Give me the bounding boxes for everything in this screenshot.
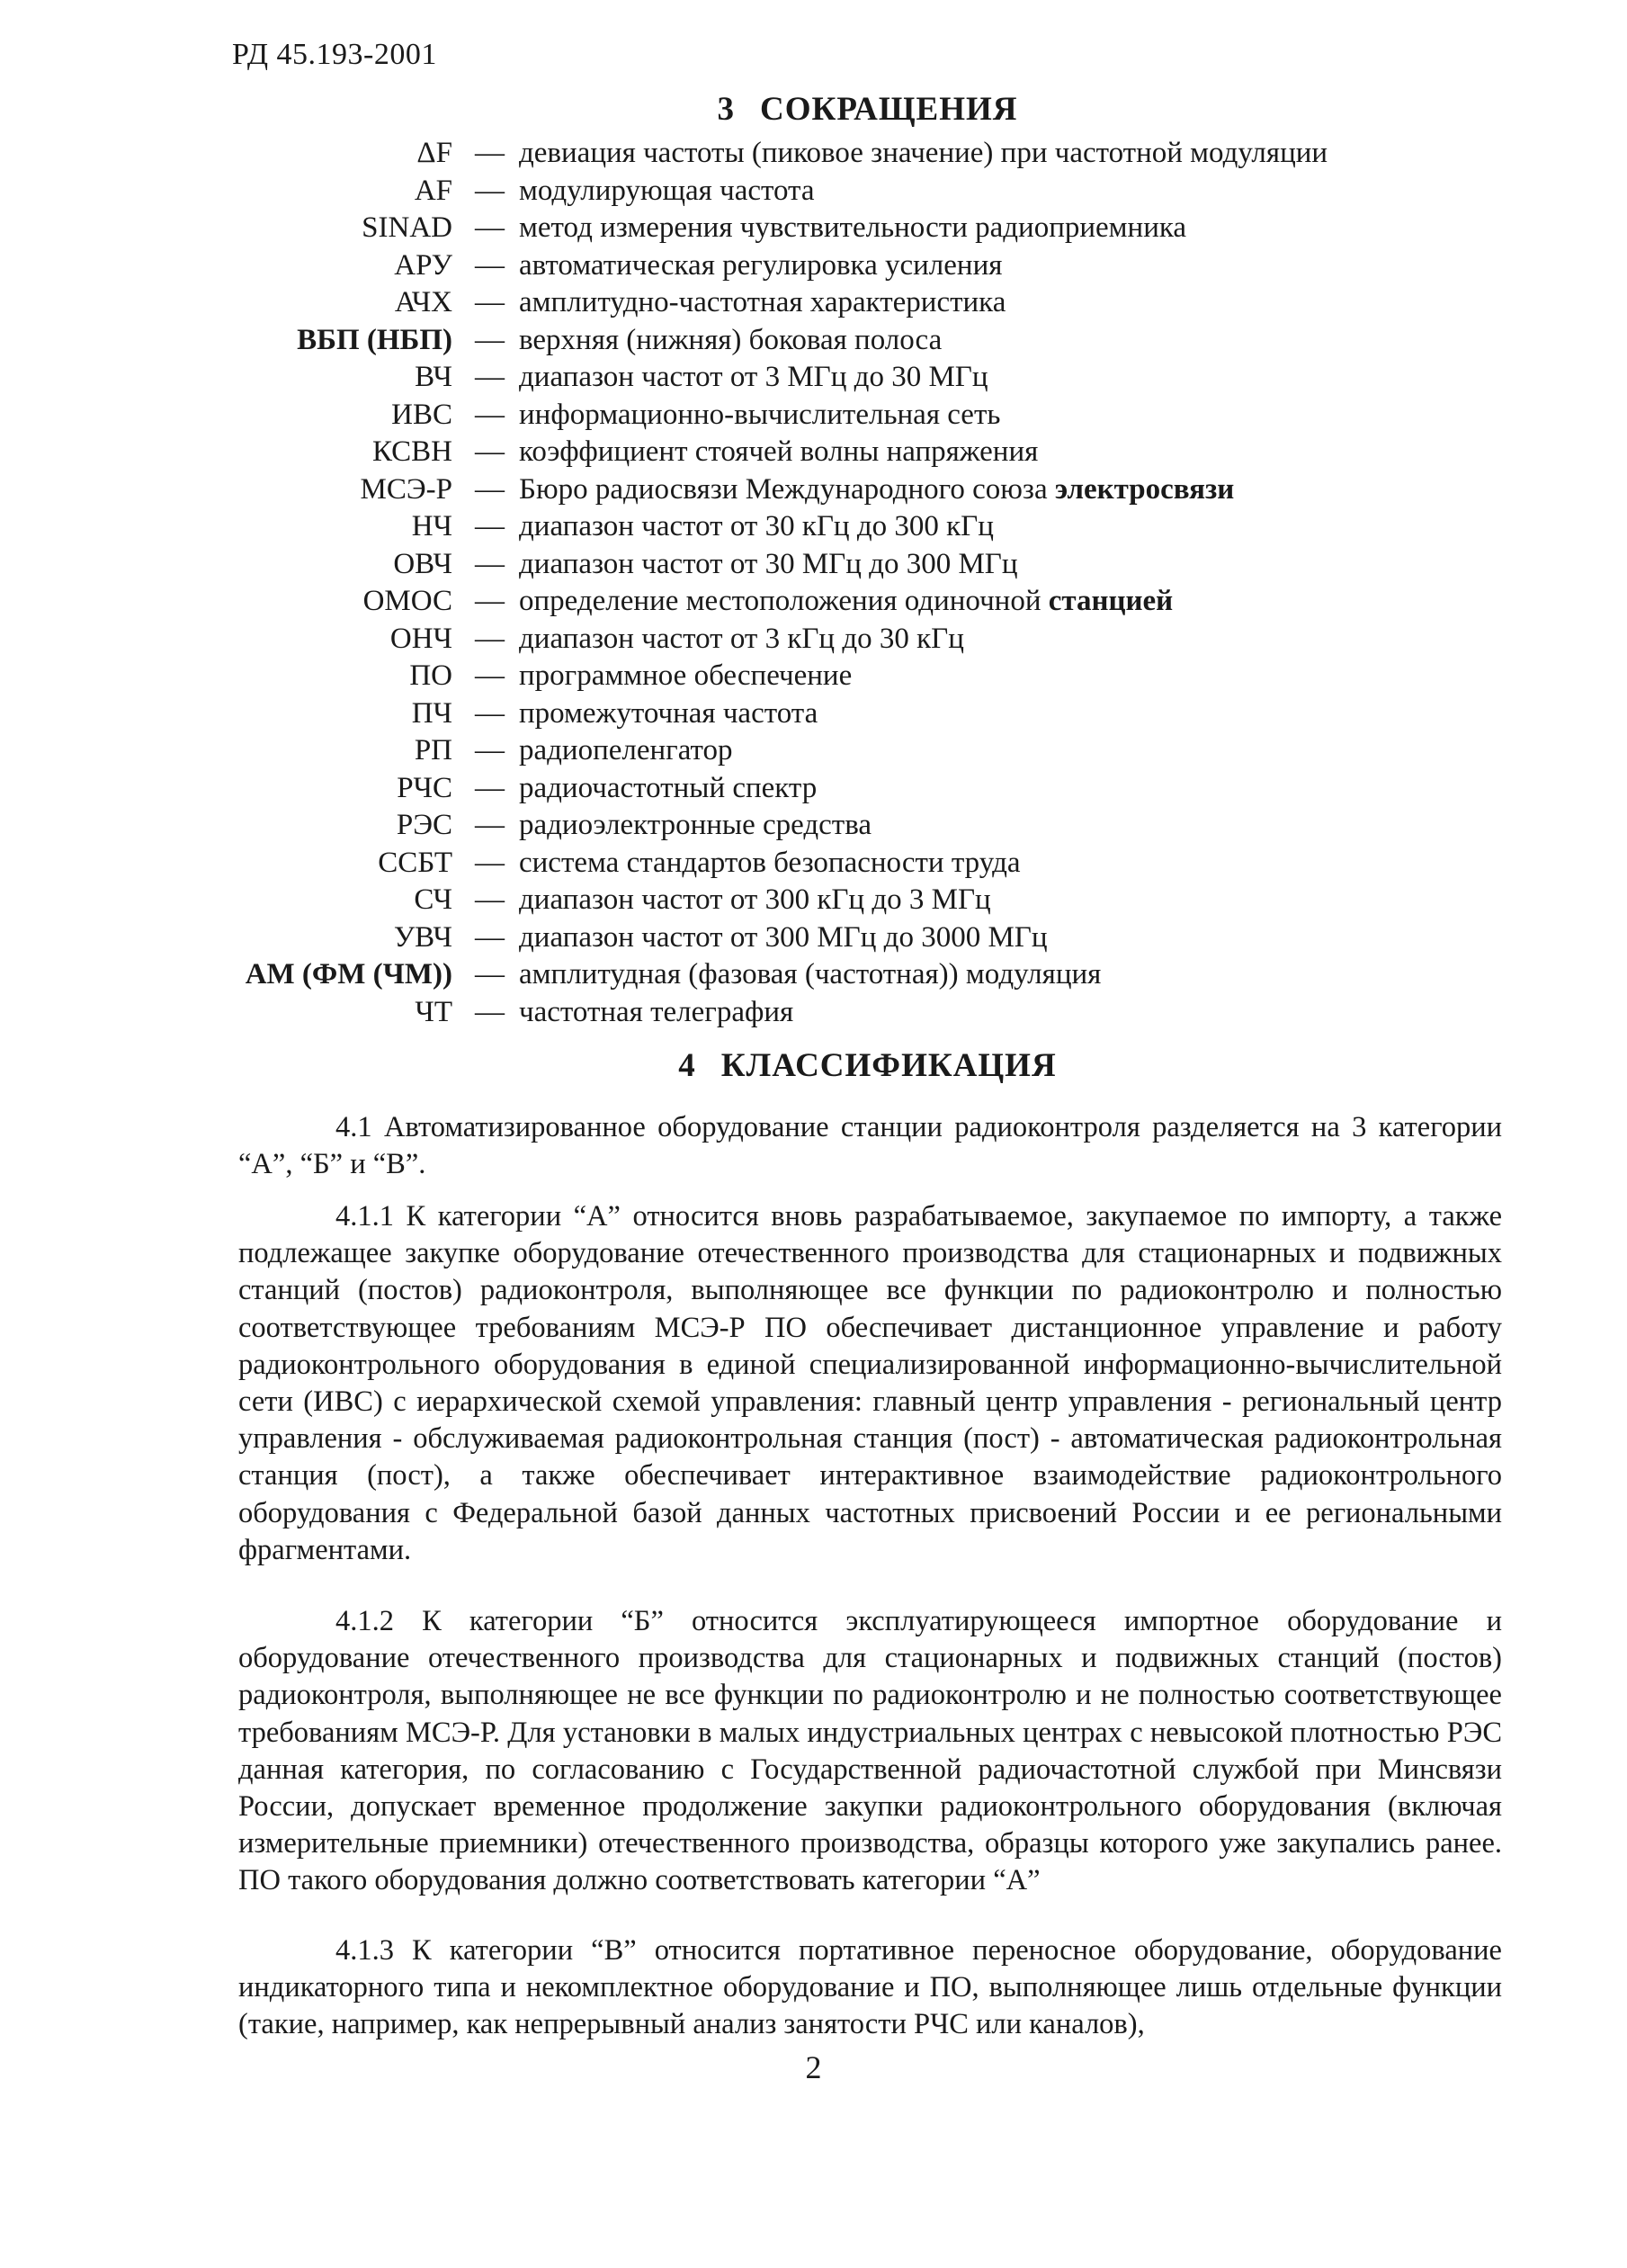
abbreviation-row: [0, 135, 1627, 173]
em-dash-separator: —: [475, 920, 505, 954]
abbreviation-definition: [519, 397, 1000, 435]
abbreviation-row: [0, 359, 1627, 397]
section-3-title: СОКРАЩЕНИЯ: [759, 91, 1018, 128]
abbreviation-term: СЧ: [414, 883, 452, 916]
abbreviation-term: РЭС: [396, 809, 452, 841]
em-dash-separator: —: [475, 211, 505, 244]
definition-text: девиация частоты (пиковое значение) при частотной модуляции: [519, 137, 1328, 169]
abbreviation-definition: [519, 695, 818, 733]
definition-bold-word: станцией: [1048, 585, 1174, 617]
definition-text: диапазон частот от 300 кГц до 3 МГц: [519, 883, 991, 916]
section-4-heading: [54, 1046, 1627, 1085]
abbreviation-row: [0, 732, 1627, 770]
abbreviation-row: [0, 284, 1627, 322]
abbreviation-term: AF: [414, 174, 452, 207]
abbreviation-row: [0, 956, 1627, 994]
abbreviation-row: [0, 322, 1627, 360]
abbreviation-term: РЧС: [397, 771, 452, 804]
abbreviation-term: ВБП (НБП): [297, 323, 452, 356]
definition-text: радиопеленгатор: [519, 734, 733, 766]
definition-bold-word: электросвязи: [1054, 472, 1235, 506]
definition-text: радиоэлектронные средства: [519, 809, 872, 841]
abbreviation-term: ИВС: [391, 398, 452, 431]
abbreviation-definition: [519, 359, 988, 397]
em-dash-separator: —: [475, 585, 505, 617]
definition-text: амплитудная (фазовая (частотная)) модуляция: [519, 958, 1102, 991]
abbreviation-term: КСВН: [371, 435, 452, 468]
abbreviation-definition: [519, 770, 817, 808]
em-dash-separator: —: [475, 809, 505, 841]
definition-text: метод измерения чувствительности радиоприемника: [519, 211, 1187, 244]
em-dash-separator: —: [475, 883, 505, 916]
abbreviation-definition: [519, 508, 994, 546]
abbreviation-row: [0, 546, 1627, 584]
abbreviation-definition: [519, 882, 991, 919]
abbreviation-definition: [519, 173, 815, 211]
abbreviation-term: ОВЧ: [393, 547, 452, 580]
abbreviation-row: [0, 621, 1627, 659]
abbreviation-definition: [519, 807, 872, 845]
paragraph-4-1-1: 4.1.1 К категории “А” относится вновь разрабатываемое, закупаемое по импорту, а также подлежащее закупке оборудование отечественного производства для стационарных и подвижных станций (постов) радиоконтроля, выполняющее все функции по радиоконтролю и полностью соответствующее требованиям МСЭ-Р ПО обеспечивает дистанционное управление и работу радиоконтрольного оборудования в единой специализированной информационно-вычислительной сети (ИВС) с иерархической схемой управления: главный центр управления - региональный центр управления - обслуживаемая радиоконтрольная станция (пост) - автоматическая радиоконтрольная станция (пост), а также обеспечивает интерактивное взаимодействие радиоконтрольного оборудования с Федеральной базой данных частотных присвоений России и ее региональными фрагментами.: [238, 1200, 1502, 1566]
abbreviation-row: [0, 471, 1627, 509]
em-dash-separator: —: [475, 510, 505, 542]
definition-text: диапазон частот от 3 кГц до 30 кГц: [519, 622, 964, 655]
abbreviation-row: [0, 695, 1627, 733]
paragraph-4-1-2: 4.1.2 К категории “Б” относится эксплуатирующееся импортное оборудование и оборудование отечественного производства для стационарных и подвижных станций (постов) радиоконтроля, выполняющее не все функции по радиоконтролю и не полностью соответствующее требованиям МСЭ-Р. Для установки в малых индустриальных центрах с невысокой плотностью РЭС данная категория, по согласованию с Государственной радиочастотной службой при Минсвязи России, допускает временное продолжение закупки радиоконтрольного оборудования (включая измерительные приемники) отечественного производства, образцы которого уже закупались ранее. ПО такого оборудования должно соответствовать категории “А”: [238, 1605, 1502, 1897]
abbreviation-definition: [519, 434, 1038, 471]
definition-text: диапазон частот от 300 МГц до 3000 МГц: [519, 920, 1048, 954]
definition-text: промежуточная частота: [519, 696, 818, 730]
abbreviation-definition: [519, 956, 1101, 994]
abbreviation-row: [0, 845, 1627, 883]
definition-text: автоматическая регулировка усиления: [519, 248, 1003, 282]
em-dash-separator: —: [475, 846, 505, 879]
em-dash-separator: —: [475, 137, 505, 169]
abbreviation-row: [0, 397, 1627, 435]
abbreviation-row: [0, 434, 1627, 471]
abbreviation-term: ПЧ: [411, 696, 452, 730]
definition-text: Бюро радиосвязи Международного союза: [519, 472, 1048, 506]
em-dash-separator: —: [475, 696, 505, 730]
abbreviation-term: АЧХ: [394, 286, 452, 318]
em-dash-separator: —: [475, 361, 505, 393]
em-dash-separator: —: [475, 323, 505, 356]
em-dash-separator: —: [475, 771, 505, 804]
em-dash-separator: —: [475, 995, 505, 1028]
page-number: 2: [805, 2049, 822, 2085]
abbreviation-term: SINAD: [362, 211, 452, 244]
abbreviation-definition: [519, 994, 793, 1032]
em-dash-separator: —: [475, 547, 505, 580]
abbreviation-definition: [519, 621, 964, 659]
em-dash-separator: —: [475, 472, 505, 506]
abbreviation-row: [0, 994, 1627, 1032]
abbreviation-definition: [519, 210, 1186, 247]
em-dash-separator: —: [475, 659, 505, 692]
section-4-number: 4: [678, 1047, 696, 1084]
abbreviation-term: ВЧ: [415, 361, 452, 393]
em-dash-separator: —: [475, 734, 505, 766]
abbreviation-row: [0, 807, 1627, 845]
definition-text: верхняя (нижняя) боковая полоса: [519, 323, 943, 356]
abbreviation-row: [0, 919, 1627, 957]
abbreviation-row: [0, 583, 1627, 621]
definition-text: программное обеспечение: [519, 659, 853, 692]
abbreviation-row: [0, 210, 1627, 247]
definition-text: информационно-вычислительная сеть: [519, 398, 1001, 431]
abbreviation-definition: [519, 919, 1048, 957]
abbreviation-definition: [519, 471, 1234, 509]
abbreviation-definition: [519, 583, 1173, 621]
definition-text: диапазон частот от 30 кГц до 300 кГц: [519, 510, 994, 542]
abbreviation-term: АМ (ФМ (ЧМ)): [245, 958, 452, 991]
abbreviation-term: ПО: [409, 659, 452, 692]
abbreviation-definition: [519, 546, 1018, 584]
em-dash-separator: —: [475, 398, 505, 431]
abbreviation-term: НЧ: [411, 510, 452, 542]
em-dash-separator: —: [475, 286, 505, 318]
abbreviation-definition: [519, 732, 733, 770]
definition-text: радиочастотный спектр: [519, 771, 818, 804]
abbreviation-term: ССБТ: [378, 846, 452, 879]
abbreviation-row: [0, 173, 1627, 211]
abbreviation-row: [0, 508, 1627, 546]
paragraph-4-1-3: 4.1.3 К категории “В” относится портативное переносное оборудование, оборудование индикаторного типа и некомплектное оборудование и ПО, выполняющее лишь отдельные функции (такие, например, как непрерывный анализ занятости РЧС или каналов),: [238, 1934, 1502, 2041]
section-4-title: КЛАССИФИКАЦИЯ: [720, 1047, 1057, 1084]
abbreviation-row: [0, 247, 1627, 285]
abbreviation-term: ОНЧ: [389, 622, 452, 655]
abbreviation-term: ΔF: [416, 137, 452, 169]
abbreviation-term: УВЧ: [393, 920, 452, 954]
abbreviation-definition: [519, 247, 1002, 285]
abbreviation-row: [0, 770, 1627, 808]
abbreviation-definition: [519, 845, 1021, 883]
definition-text: частотная телеграфия: [519, 995, 794, 1028]
abbreviation-definition: [519, 322, 942, 360]
em-dash-separator: —: [475, 622, 505, 655]
abbreviation-term: РП: [414, 734, 452, 766]
em-dash-separator: —: [475, 958, 505, 991]
section-3-heading: [54, 90, 1627, 129]
definition-text: диапазон частот от 3 МГц до 30 МГц: [519, 361, 988, 393]
em-dash-separator: —: [475, 174, 505, 207]
definition-text: система стандартов безопасности труда: [519, 846, 1021, 879]
abbreviation-row: [0, 658, 1627, 695]
abbreviation-row: [0, 882, 1627, 919]
em-dash-separator: —: [475, 435, 505, 468]
abbreviation-term: ОМОС: [362, 585, 452, 617]
definition-text: коэффициент стоячей волны напряжения: [519, 435, 1039, 468]
definition-text: определение местоположения одиночной: [519, 585, 1041, 617]
abbreviation-definition: [519, 658, 852, 695]
paragraph-4-1: 4.1 Автоматизированное оборудование станции радиоконтроля разделяется на 3 категории “А”, “Б” и “В”.: [238, 1111, 1502, 1181]
em-dash-separator: —: [475, 248, 505, 282]
definition-text: диапазон частот от 30 МГц до 300 МГц: [519, 547, 1018, 580]
section-3-number: 3: [717, 91, 735, 128]
abbreviation-definition: [519, 284, 1006, 322]
document-header: РД 45.193-2001: [232, 38, 437, 71]
abbreviation-definition: [519, 135, 1328, 173]
definition-text: амплитудно-частотная характеристика: [519, 286, 1006, 318]
abbreviation-term: ЧТ: [415, 995, 452, 1028]
definition-text: модулирующая частота: [519, 174, 815, 207]
abbreviation-term: МСЭ-Р: [360, 472, 452, 506]
abbreviation-term: АРУ: [394, 248, 452, 282]
